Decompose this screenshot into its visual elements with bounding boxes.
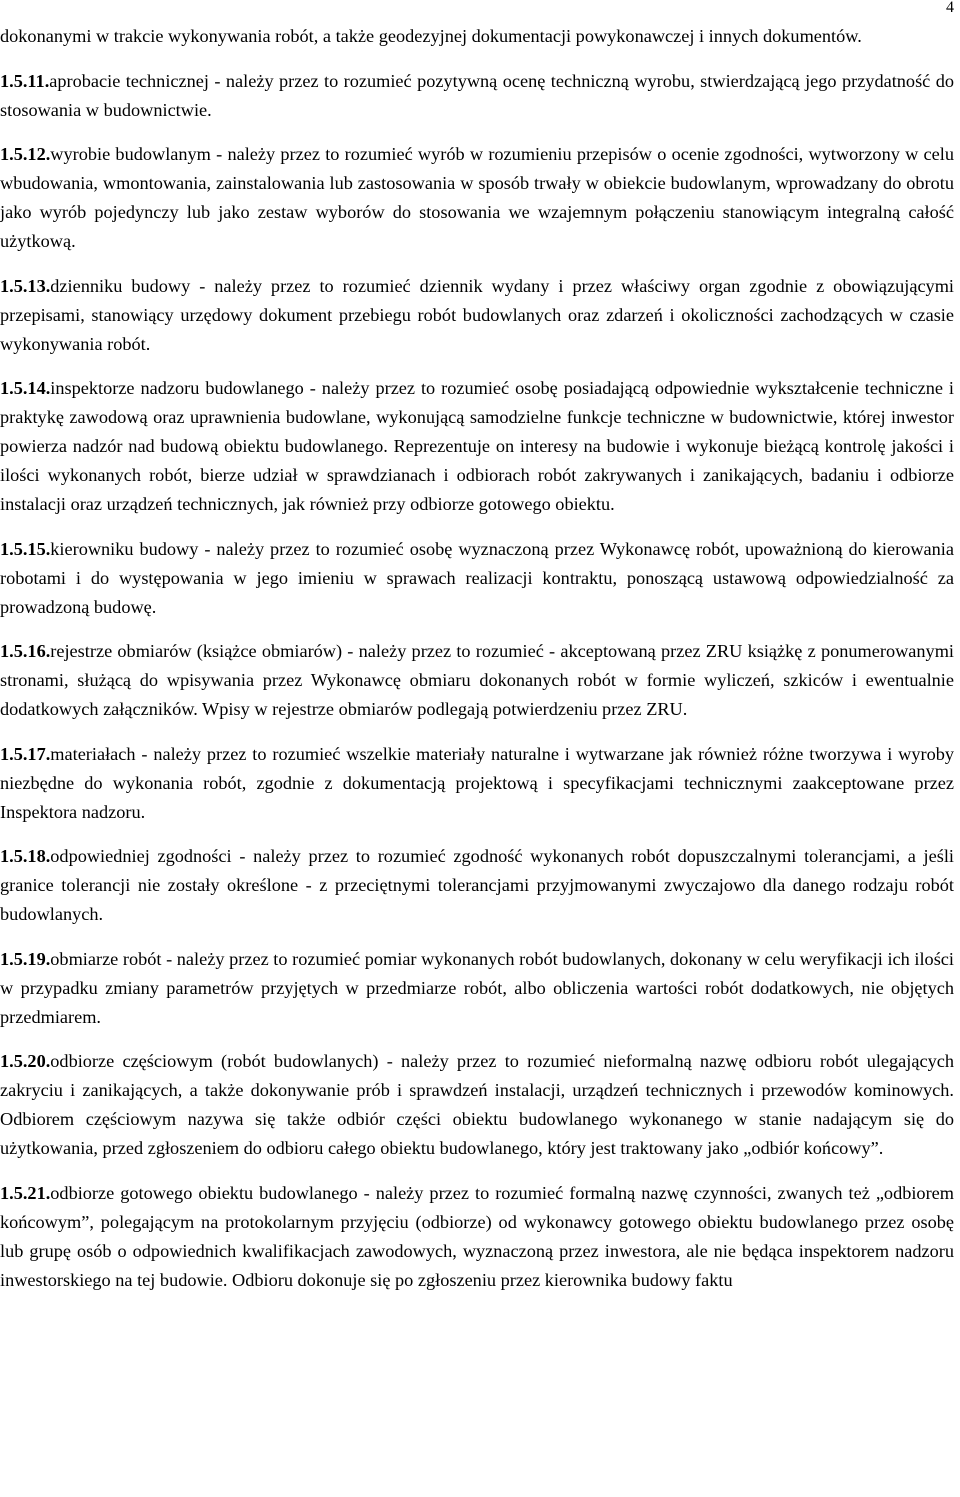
definition-number: 1.5.14. bbox=[0, 378, 51, 398]
definition-text: obmiarze robót - należy przez to rozumieć pomiar wykonanych robót budowlanych, dokonany w celu weryfikacji ich ilości w przypadku zmiany parametrów przyjętych w przedmiarze robót, albo obliczenia wartości robót dodatkowych, nie objętych przedmiarem. bbox=[0, 948, 954, 1027]
definition-number: 1.5.13. bbox=[0, 275, 51, 296]
definition-number: 1.5.20. bbox=[0, 1051, 51, 1071]
definition-1-5-19 bbox=[0, 945, 954, 1032]
definition-number: 1.5.16. bbox=[0, 641, 51, 661]
definition-text: inspektorze nadzoru budowlanego - należy przez to rozumieć osobę posiadającą odpowiednie wykształcenie techniczne i praktykę zawodową oraz uprawnienia budowlane, wykonującą samodzielne funkcje techniczne w budownictwie, której inwestor powierza nadzór nad budową obiektu budowlanego. Reprezentuje on interesy na budowie i wykonuje bieżącą kontrolę jakości i ilości wykonanych robót, bierze udział w sprawdzianach i odbiorach robót zakrywanych i zanikających, badaniu i odbiorze instalacji oraz urządzeń technicznych, jak również przy odbiorze gotowego obiektu. bbox=[0, 378, 954, 514]
definition-text: kierowniku budowy - należy przez to rozumieć osobę wyznaczoną przez Wykonawcę robót, upoważnioną do kierowania robotami i do występowania w jego imieniu w sprawach realizacji kontraktu, ponoszącą ustawową odpowiedzialność za prowadzoną budowę. bbox=[0, 538, 954, 617]
definition-number: 1.5.21. bbox=[0, 1182, 51, 1203]
definition-number: 1.5.11. bbox=[0, 70, 50, 91]
document-body bbox=[0, 22, 954, 1310]
definition-number: 1.5.15. bbox=[0, 538, 51, 559]
definition-text: wyrobie budowlanym - należy przez to rozumieć wyrób w rozumieniu przepisów o ocenie zgodności, wytworzony w celu wbudowania, wmontowania, zainstalowania lub zastosowania w sposób trwały w obiekcie budowlanym, wprowadzany do obrotu jako wyrób pojedynczy lub jako zestaw wyborów do stosowania we wzajemnym połączeniu stanowiącym integralną całość użytkową. bbox=[0, 144, 954, 251]
definition-1-5-14 bbox=[0, 374, 954, 519]
definition-number: 1.5.19. bbox=[0, 948, 51, 969]
definition-1-5-16 bbox=[0, 637, 954, 724]
definition-text: rejestrze obmiarów (książce obmiarów) - należy przez to rozumieć - akceptowaną przez ZRU książkę z ponumerowanymi stronami, służącą do wpisywania przez Wykonawcę obmiaru dokonanych robót w formie wyliczeń, szkiców i ewentualnie dodatkowych załączników. Wpisy w rejestrze obmiarów podlegają potwierdzeniu przez ZRU. bbox=[0, 641, 954, 719]
definition-1-5-13 bbox=[0, 272, 954, 359]
definition-1-5-21 bbox=[0, 1179, 954, 1295]
definition-text: odpowiedniej zgodności - należy przez to rozumieć zgodność wykonanych robót dopuszczalnymi tolerancjami, a jeśli granice tolerancji nie zostały określone - z przeciętnymi tolerancjami przyjmowanymi zwyczajowo dla danego rodzaju robót budowlanych. bbox=[0, 846, 954, 924]
definition-text: aprobacie technicznej - należy przez to rozumieć pozytywną ocenę techniczną wyrobu, stwierdzającą jego przydatność do stosowania w budownictwie. bbox=[0, 70, 954, 120]
definition-1-5-17 bbox=[0, 740, 954, 827]
page-number: 4 bbox=[946, 0, 954, 16]
definition-number: 1.5.17. bbox=[0, 743, 51, 764]
definition-1-5-18 bbox=[0, 842, 954, 929]
intro-paragraph: dokonanymi w trakcie wykonywania robót, a także geodezyjnej dokumentacji powykonawczej i innych dokumentów. bbox=[0, 26, 862, 46]
definition-1-5-20 bbox=[0, 1047, 954, 1163]
definition-text: odbiorze częściowym (robót budowlanych) - należy przez to rozumieć nieformalną nazwę odbioru robót ulegających zakryciu i zanikających, a także dokonywanie prób i sprawdzeń instalacji, urządzeń technicznych i przewodów kominowych. Odbiorem częściowym nazywa się także odbiór części obiektu budowlanego wykonanego w stanie nadającym się do użytkowania, przed zgłoszeniem do odbioru całego obiektu budowlanego, który jest traktowany jako „odbiór końcowy”. bbox=[0, 1051, 954, 1158]
definition-text: materiałach - należy przez to rozumieć wszelkie materiały naturalne i wytwarzane jak również różne tworzywa i wyroby niezbędne do wykonania robót, zgodnie z dokumentacją projektową i specyfikacjami technicznymi zaakceptowane przez Inspektora nadzoru. bbox=[0, 743, 954, 822]
definition-1-5-12 bbox=[0, 140, 954, 256]
definition-number: 1.5.18. bbox=[0, 846, 51, 866]
definition-1-5-11 bbox=[0, 67, 954, 125]
definition-number: 1.5.12. bbox=[0, 144, 51, 164]
definition-1-5-15 bbox=[0, 535, 954, 622]
definition-text: odbiorze gotowego obiektu budowlanego - należy przez to rozumieć formalną nazwę czynności, zwanych też „odbiorem końcowym”, polegającym na protokolarnym przyjęciu (odbiorze) od wykonawcy gotowego obiektu budowlanego przez osobę lub grupę osób o odpowiednich kwalifikacjach zawodowych, wyznaczoną przez inwestora, ale nie będąca inspektorem nadzoru inwestorskiego na tej budowie. Odbioru dokonuje się po zgłoszeniu przez kierownika budowy faktu bbox=[0, 1182, 954, 1290]
definition-text: dzienniku budowy - należy przez to rozumieć dziennik wydany i przez właściwy organ zgodnie z obowiązującymi przepisami, stanowiący urzędowy dokument przebiegu robót budowlanych oraz zdarzeń i okoliczności zachodzących w czasie wykonywania robót. bbox=[0, 275, 954, 354]
